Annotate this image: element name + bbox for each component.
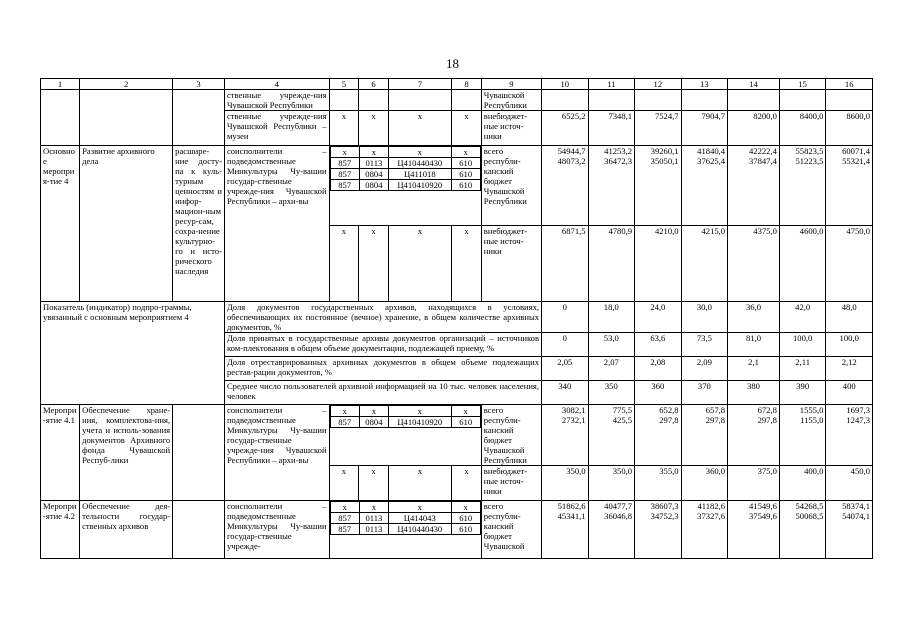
table-row: ственные учрежде-ния Чувашской Республики – музеи x x x x внебюджет-ные источ-ники 6525,2 7348,1 7524,7 7904,7 8200,0 8400,0 8600,0 [41,111,873,146]
source-cell: всего республи-канский бюджет Чувашской Республики [481,405,541,466]
source-cell: всего республи-канский бюджет Чувашской Республики [481,146,541,226]
indicator-row: Показатель (индикатор) подпро-граммы, увязанный с основным мероприятием 4 Доля документов государственных архивов, находящихся в условиях, обеспечивающих их постоянное (вечное) хранение, в общем количестве архивных документов, % 0 18,0 24,0 30,0 36,0 42,0 48,0 [41,302,873,333]
source-cell: Чувашской Республики [481,90,541,111]
source-cell: внебюджет-ные источ-ники [481,111,541,146]
column-header: 5 [329,79,359,90]
event-name: Обеспечение дея-тельности государ-ственных архивов [80,501,173,559]
source-cell: внебюджет-ные источ-ники [481,466,541,501]
source-cell: всего республи-канский бюджет Чувашской [481,501,541,559]
column-header: 4 [224,79,329,90]
indicator-label: Показатель (индикатор) подпро-граммы, увязанный с основным мероприятием 4 [41,302,225,405]
event-label: Меропри-ятие 4.2 [41,501,80,559]
executor-cell: соисполнители – подведомственные Минкультуры Чу-вашии государ-ственные учрежде- [224,501,329,559]
column-header: 8 [452,79,482,90]
column-number-row [41,79,873,90]
table-row: Основное мероприя-тие 4 Развитие архивного дела расшире-ние досту-па к куль-турным ценностям и инфор-мацион-ным ресур-сам, сохра-нение культурно-го и исто-рического наследия соисполнители – подведомственные Минкультуры Чу-вашии государ-ственные учрежде-ния Чувашской Республики – архи-вы x x x x 857 0113 Ц410440430 610 857 0804 Ц411018 610 857 0804 Ц410410920 610 всего республи-канский бюджет Чувашской Республики 54944,7 48073,2 41253,2 36472,3 39260,1 35050,1 41840,4 37625,4 42222,4 37847,4 55823,5 51223,5 60071,4 55321,4 [41,146,873,226]
column-header: 9 [481,79,541,90]
table-row: x x x x внебюджет-ные источ-ники 6871,5 4780,9 4210,0 4215,0 4375,0 4600,0 4750,0 [41,226,873,302]
column-header: 12 [635,79,682,90]
executor-cell: ственные учрежде-ния Чувашской Республики – музеи [224,111,329,146]
executor-cell: ственные учрежде-ния Чувашской Республики [224,90,329,111]
column-header: 15 [779,79,826,90]
event-label: Основное мероприя-тие 4 [41,146,80,302]
event-label: Меропри-ятие 4.1 [41,405,80,501]
indicator-row: Доля отреставрированных архивных документов в общем объеме подлежащих рестав-рации документов, % 2,05 2,07 2,08 2,09 2,1 2,11 2,12 [41,357,873,381]
column-header: 1 [41,79,80,90]
column-header: 2 [80,79,173,90]
source-cell: внебюджет-ные источ-ники [481,226,541,302]
budget-codes: x x x x 857 0804 Ц410410920 610 [329,405,481,466]
indicator-row: Доля принятых в государственные архивы документов организаций – источников ком-плектования в общем объеме документации, подлежащей приему, % 0 53,0 63,6 73,5 81,0 100,0 100,0 [41,333,873,357]
table-row: Меропри-ятие 4.1 Обеспечение хране-ния, комплектова-ния, учета и исполь-зования документов Архивного фонда Чувашской Респуб-лики соисполнители – подведомственные Минкультуры Чу-вашии государ-ственные учрежде-ния Чувашской Республики – архи-вы x x x x 857 0804 Ц410410920 610 всего республи-канский бюджет Чувашской Республики 3082,1 2732,1 775,5 425,5 652,8 297,8 657,8 297,8 672,8 297,8 1555,0 1155,0 1697,3 1247,3 [41,405,873,466]
executor-cell: соисполнители – подведомственные Минкультуры Чу-вашии государ-ственные учрежде-ния Чувашской Республики – архи-вы [224,405,329,501]
column-header: 11 [588,79,635,90]
column-header: 13 [681,79,728,90]
program-table [40,78,873,559]
column-header: 10 [542,79,589,90]
column-header: 7 [388,79,451,90]
indicator-row: Среднее число пользователей архивной информацией на 10 тыс. человек населения, человек 340 350 360 370 380 390 400 [41,381,873,405]
column-header: 14 [728,79,780,90]
table-row: x x x x внебюджет-ные источ-ники 350,0 350,0 355,0 360,0 375,0 400,0 450,0 [41,466,873,501]
column-header: 6 [359,79,389,90]
event-name: Развитие архивного дела [80,146,173,302]
event-goal: расшире-ние досту-па к куль-турным ценностям и инфор-мацион-ным ресур-сам, сохра-нение культурно-го и исто-рического наследия [173,146,225,302]
page-number: 18 [446,56,459,71]
executor-cell: соисполнители – подведомственные Минкультуры Чу-вашии государ-ственные учрежде-ния Чувашской Республики – архи-вы [224,146,329,302]
event-name: Обеспечение хране-ния, комплектова-ния, учета и исполь-зования документов Архивного фонда Чувашской Респуб-лики [80,405,173,501]
column-header: 16 [826,79,873,90]
budget-codes: x x x x 857 0113 Ц410440430 610 857 0804 Ц411018 610 857 0804 Ц410410920 610 [329,146,481,226]
column-header: 3 [173,79,225,90]
table-row: Меропри-ятие 4.2 Обеспечение дея-тельности государ-ственных архивов соисполнители – подведомственные Минкультуры Чу-вашии государ-ственные учрежде- x x x x 857 0113 Ц41404З 610 857 0113 Ц410440430 610 всего республи-канский бюджет Чувашской 51862,6 45341,1 40477,7 36046,8 38607,3 34752,3 41182,6 37327,6 41549,6 37549,6 54268,5 50068,5 58374,1 54074,1 [41,501,873,559]
table-row [41,90,873,111]
budget-codes: x x x x 857 0113 Ц41404З 610 857 0113 Ц410440430 610 [329,501,481,559]
